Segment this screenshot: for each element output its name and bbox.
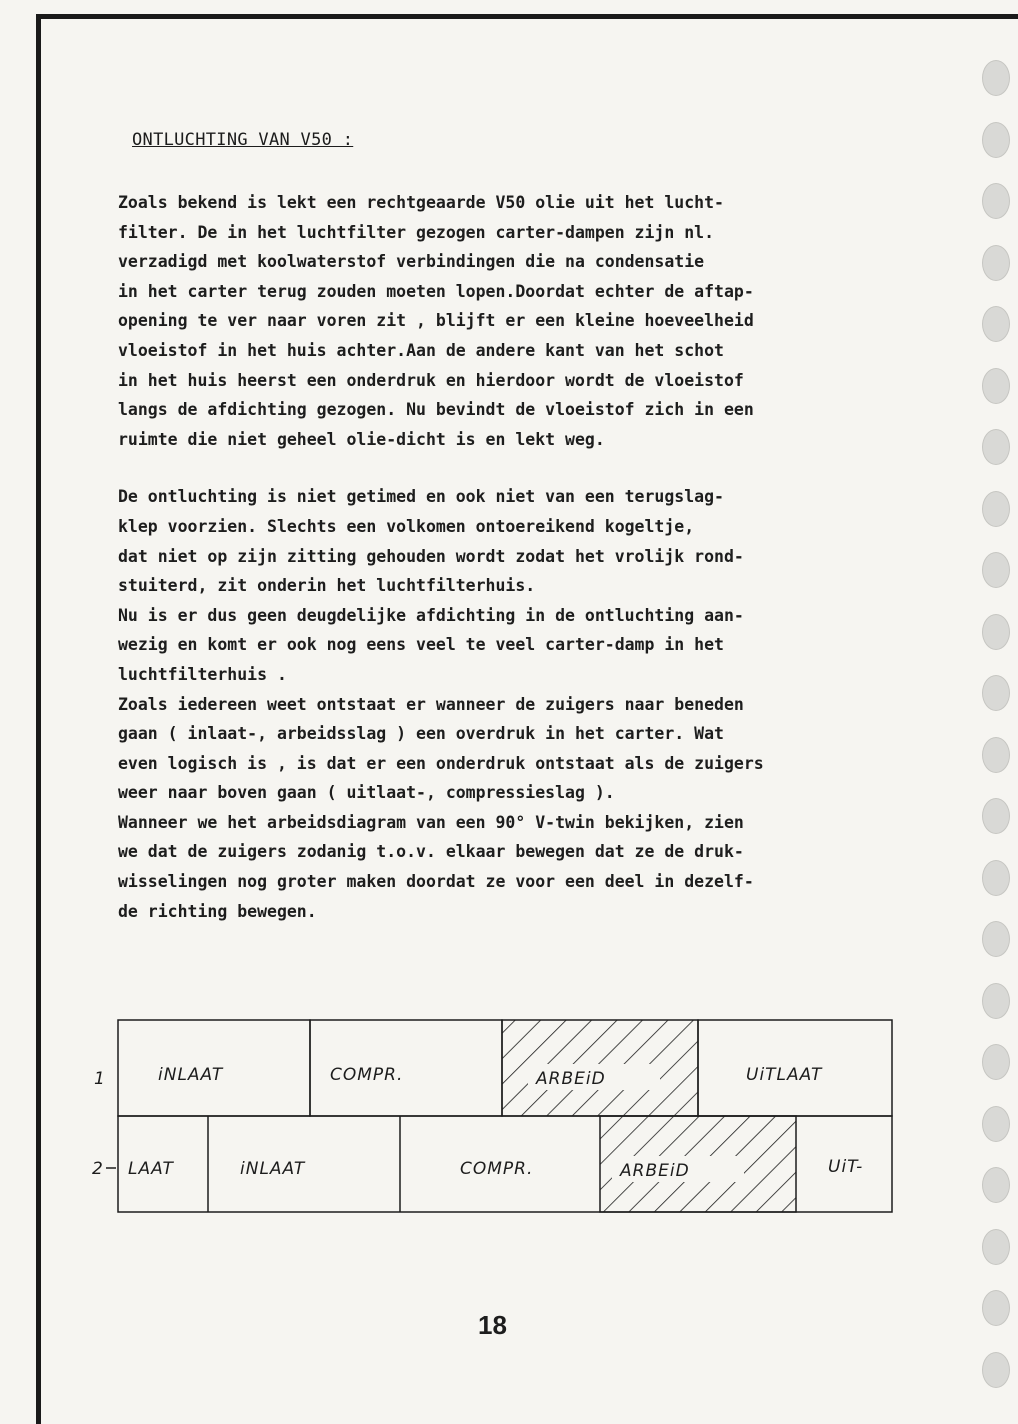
paragraph-ontluchting [118, 482, 938, 926]
binder-hole [982, 1044, 1010, 1080]
binder-hole [982, 983, 1010, 1019]
binder-hole [982, 1290, 1010, 1326]
body-text [118, 188, 938, 926]
text-line: filter. De in het luchtfilter gezogen carter-dampen zijn nl. [118, 222, 715, 242]
text-line: Wanneer we het arbeidsdiagram van een 90° V-twin bekijken, zien [118, 812, 744, 832]
text-line: De ontluchting is niet getimed en ook niet van een terugslag- [118, 487, 724, 507]
text-line: in het huis heerst een onderdruk en hierdoor wordt de vloeistof [118, 370, 744, 390]
row2-label-laat: LAAT [128, 1159, 174, 1179]
paragraph-lekkage [118, 188, 938, 454]
text-line: Zoals bekend is lekt een rechtgeaarde V50 olie uit het lucht- [118, 193, 724, 212]
binder-hole [982, 1167, 1010, 1203]
binder-hole [982, 368, 1010, 404]
stroke-diagram [90, 1012, 900, 1222]
binder-hole [982, 675, 1010, 711]
row1-label-compr: COMPR. [330, 1065, 404, 1085]
binder-hole [982, 183, 1010, 219]
row1-label-uitlaat: UiTLAAT [746, 1065, 823, 1085]
text-line: gaan ( inlaat-, arbeidsslag ) een overdruk in het carter. Wat [118, 724, 724, 744]
row1-label-arbeid: ARBEiD [536, 1069, 606, 1089]
binder-hole [982, 1106, 1010, 1142]
text-line: weer naar boven gaan ( uitlaat-, compressieslag ). [118, 783, 615, 803]
text-line: even logisch is , is dat er een onderdruk ontstaat als de zuigers [118, 753, 764, 773]
row2-label-compr: COMPR. [460, 1159, 534, 1179]
text-line: luchtfilterhuis . [118, 664, 287, 684]
binder-hole [982, 245, 1010, 281]
text-line: Nu is er dus geen deugdelijke afdichting in de ontluchting aan- [118, 605, 744, 625]
text-line: stuiterd, zit onderin het luchtfilterhuis. [118, 576, 536, 596]
text-line: verzadigd met koolwaterstof verbindingen die na condensatie [118, 252, 705, 272]
text-line: opening te ver naar voren zit , blijft er een kleine hoeveelheid [118, 311, 754, 331]
binder-hole [982, 860, 1010, 896]
row2-label-arbeid: ARBEiD [620, 1161, 690, 1181]
row1-label-inlaat: iNLAAT [158, 1065, 224, 1085]
page-number: 18 [478, 1310, 507, 1340]
binder-hole [982, 552, 1010, 588]
text-line: langs de afdichting gezogen. Nu bevindt de vloeistof zich in een [118, 400, 754, 420]
text-line: we dat de zuigers zodanig t.o.v. elkaar bewegen dat ze de druk- [118, 842, 744, 862]
binder-hole [982, 614, 1010, 650]
binder-hole [982, 60, 1010, 96]
binder-holes [982, 60, 1010, 1420]
row2-number: 2 [92, 1159, 104, 1179]
text-line: in het carter terug zouden moeten lopen.Doordat echter de aftap- [118, 281, 754, 301]
binder-hole [982, 798, 1010, 834]
page-edge-left [36, 14, 41, 1424]
binder-hole [982, 737, 1010, 773]
text-line: vloeistof in het huis achter.Aan de andere kant van het schot [118, 340, 724, 360]
text-line: klep voorzien. Slechts een volkomen ontoereikend kogeltje, [118, 516, 695, 536]
binder-hole [982, 306, 1010, 342]
text-line: wisselingen nog groter maken doordat ze voor een deel in dezelf- [118, 872, 754, 892]
binder-hole [982, 1352, 1010, 1388]
text-line: de richting bewegen. [118, 901, 317, 921]
binder-hole [982, 122, 1010, 158]
row1-number: 1 [94, 1069, 106, 1089]
binder-hole [982, 491, 1010, 527]
text-line: dat niet op zijn zitting gehouden wordt zodat het vrolijk rond- [118, 546, 744, 566]
page-edge-top [36, 14, 1018, 19]
binder-hole [982, 429, 1010, 465]
text-line: wezig en komt er ook nog eens veel te veel carter-damp in het [118, 635, 724, 655]
row2-label-inlaat: iNLAAT [240, 1159, 306, 1179]
binder-hole [982, 1229, 1010, 1265]
section-heading: ONTLUCHTING VAN V50 : [132, 130, 354, 150]
binder-hole [982, 921, 1010, 957]
text-line: Zoals iedereen weet ontstaat er wanneer de zuigers naar beneden [118, 694, 744, 714]
row2-label-uit: UiT- [828, 1157, 864, 1177]
text-line: ruimte die niet geheel olie-dicht is en lekt weg. [118, 429, 605, 449]
